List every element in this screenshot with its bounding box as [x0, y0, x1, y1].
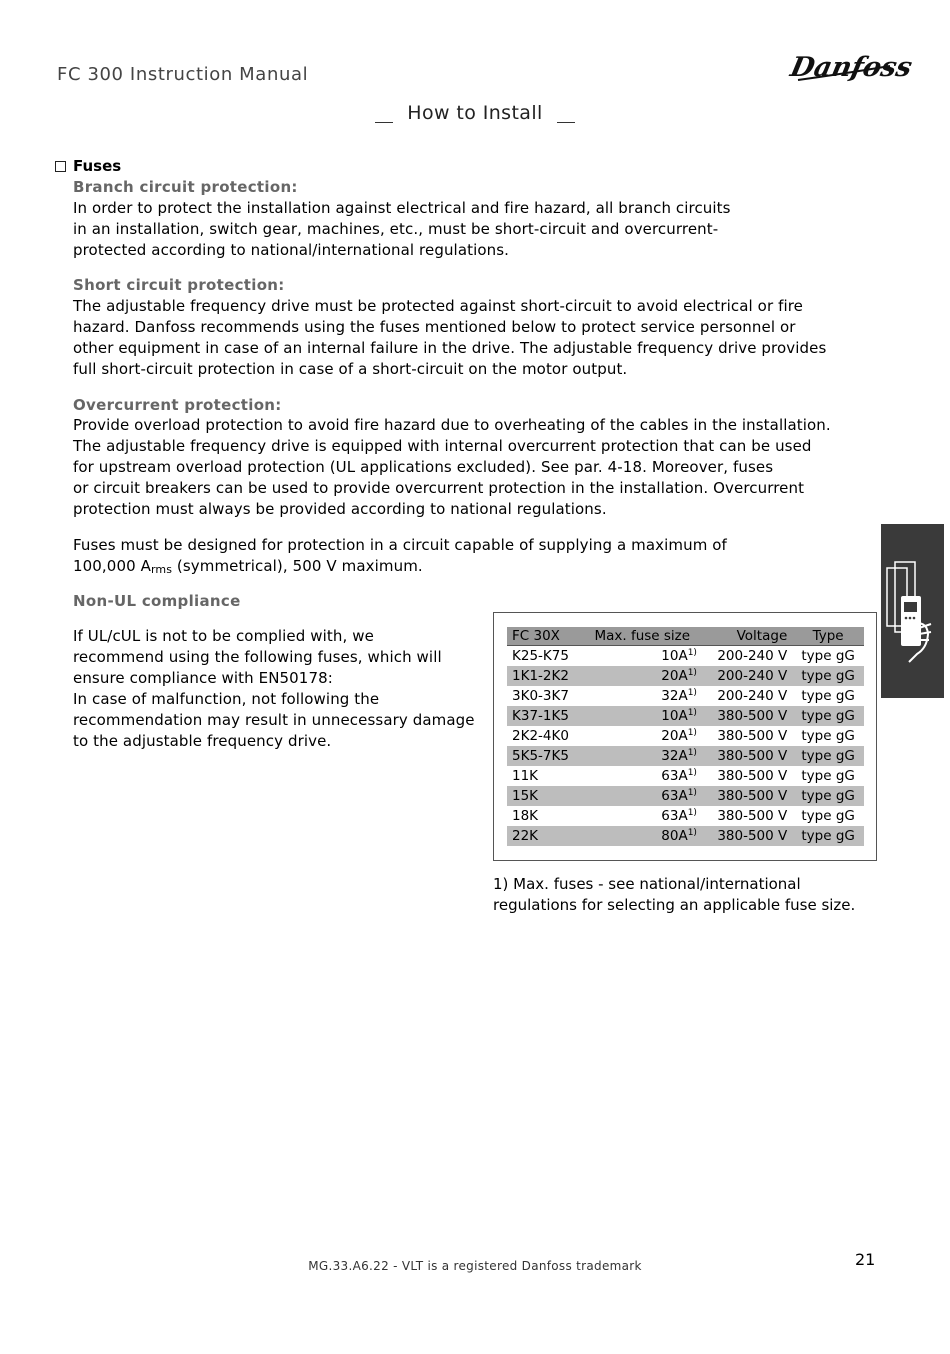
- table-row: [507, 666, 864, 686]
- cell-fuse: $32A^{1)}$: [661, 688, 697, 704]
- text-line: regulations for selecting an applicable fuse size.: [493, 896, 856, 914]
- cell-fuse: $20A^{1)}$: [661, 728, 697, 744]
- cell-fuse: $63A^{1)}$: [661, 768, 697, 784]
- text-line: In order to protect the installation against electrical and fire hazard, all branch circuits: [73, 199, 731, 217]
- table-row: [507, 686, 864, 706]
- text-line: In case of malfunction, not following the: [73, 690, 380, 709]
- cell-model: 11K: [512, 768, 539, 784]
- danfoss-logo: [787, 44, 915, 90]
- text-line: recommend using the following fuses, which will: [73, 648, 442, 667]
- cell-fuse: $63A^{1)}$: [661, 808, 697, 824]
- text-line: protected according to national/international regulations.: [73, 241, 510, 260]
- footnote-mark: 1): [687, 648, 697, 658]
- cell-model: 1K1-2K2: [507, 666, 583, 686]
- cell-model: 18K: [512, 808, 539, 824]
- text-line: full short-circuit protection in case of a short-circuit on the motor output.: [73, 360, 628, 379]
- svg-text:Danfoss: Danfoss: [787, 51, 915, 83]
- short-circuit-heading: Short circuit protection:: [73, 276, 285, 294]
- table-row: [507, 646, 864, 667]
- cell-type: type gG: [801, 688, 855, 704]
- branch-paragraph: [73, 198, 731, 261]
- column-header: Type: [792, 627, 864, 646]
- footer-trademark: MG.33.A6.22 - VLT is a registered Danfoss trademark: [308, 1259, 642, 1273]
- text-line: If UL/cUL is not to be complied with, we: [73, 627, 374, 645]
- fuse-table-frame: [493, 612, 877, 861]
- cell-model: 15K: [507, 786, 583, 806]
- cell-fuse: $10A^{1)}$: [661, 648, 697, 664]
- table-row: [507, 786, 864, 806]
- text-line: The adjustable frequency drive is equipped with internal overcurrent protection that can be used: [73, 437, 812, 456]
- text-line: other equipment in case of an internal failure in the drive. The adjustable frequency drive provides: [73, 339, 827, 358]
- chapter-tab-marker: [881, 524, 944, 698]
- cell-fuse: $20A^{1)}$: [583, 666, 702, 686]
- text-line: or circuit breakers can be used to provide overcurrent protection in the installation. Overcurrent: [73, 479, 805, 498]
- table-row: [507, 746, 864, 766]
- column-header: Max. fuse size: [583, 627, 702, 646]
- overcurrent-paragraph: [73, 415, 831, 520]
- cell-model: 5K5-7K5: [507, 746, 583, 766]
- cell-fuse: $63A^{1)}$: [583, 786, 702, 806]
- cell-type: type gG: [792, 826, 864, 846]
- footnote-mark: 1): [687, 668, 697, 678]
- text-line: protection must always be provided according to national regulations.: [73, 500, 607, 519]
- cell-type: type gG: [801, 768, 855, 784]
- cell-voltage: 200-240 V: [717, 688, 788, 704]
- cell-voltage: 380-500 V: [702, 786, 792, 806]
- short-circuit-paragraph: [73, 296, 826, 380]
- cell-model: K37-1K5: [507, 706, 583, 726]
- table-row: [507, 706, 864, 726]
- column-header: FC 30X: [507, 627, 583, 646]
- checkbox-square-icon: [55, 161, 66, 172]
- text-line: hazard. Danfoss recommends using the fuses mentioned below to protect service personnel or: [73, 318, 796, 337]
- text-line: Fuses must be designed for protection in a circuit capable of supplying a maximum of: [73, 536, 727, 554]
- cell-type: type gG: [792, 746, 864, 766]
- cell-type: type gG: [792, 786, 864, 806]
- branch-heading: Branch circuit protection:: [73, 178, 298, 196]
- cell-type: type gG: [801, 808, 855, 824]
- cell-type: type gG: [792, 706, 864, 726]
- cell-type: type gG: [801, 648, 855, 664]
- overcurrent-heading: Overcurrent protection:: [73, 396, 282, 414]
- footnote-mark: 1): [687, 708, 697, 718]
- cell-model: 22K: [507, 826, 583, 846]
- text-line: ensure compliance with EN50178:: [73, 669, 333, 688]
- text-line: to the adjustable frequency drive.: [73, 732, 332, 751]
- cell-model: 2K2-4K0: [512, 728, 569, 744]
- cell-model: 3K0-3K7: [512, 688, 569, 704]
- cell-model: K25-K75: [512, 648, 569, 664]
- fuses-heading: Fuses: [73, 157, 122, 175]
- footnote-mark: 1): [687, 728, 697, 738]
- text-line: for upstream overload protection (UL applications excluded). See par. 4-18. Moreover, fuses: [73, 458, 774, 477]
- footnote-mark: 1): [687, 808, 697, 818]
- hand-holding-control-panel-icon: [881, 524, 944, 698]
- fuse-table: [507, 627, 864, 846]
- cell-fuse: $10A^{1)}$: [583, 706, 702, 726]
- cell-voltage: 380-500 V: [717, 808, 788, 824]
- section-title: How to Install: [0, 102, 950, 124]
- footnote-mark: 1): [687, 748, 697, 758]
- cell-voltage: 200-240 V: [702, 666, 792, 686]
- non-ul-heading: Non-UL compliance: [73, 592, 241, 610]
- table-header-row: [507, 627, 864, 646]
- text-line: in an installation, switch gear, machines, etc., must be short-circuit and overcurrent-: [73, 220, 719, 239]
- cell-voltage: 380-500 V: [717, 728, 788, 744]
- table-row: [507, 806, 864, 826]
- cell-voltage: 380-500 V: [702, 706, 792, 726]
- text-line: 100,000 Arms (symmetrical), 500 V maximum.: [73, 557, 423, 577]
- manual-title: FC 300 Instruction Manual: [57, 64, 309, 85]
- text-line: recommendation may result in unnecessary damage: [73, 711, 475, 730]
- table-footnote: [493, 874, 873, 916]
- footnote-mark: 1): [687, 768, 697, 778]
- cell-type: type gG: [801, 728, 855, 744]
- cell-voltage: 380-500 V: [702, 746, 792, 766]
- page-number: 21: [855, 1250, 876, 1269]
- cell-fuse: $32A^{1)}$: [583, 746, 702, 766]
- text-line: 1) Max. fuses - see national/international: [493, 875, 801, 893]
- table-row: [507, 726, 864, 746]
- cell-fuse: $80A^{1)}$: [583, 826, 702, 846]
- cell-type: type gG: [792, 666, 864, 686]
- footnote-mark: 1): [687, 788, 697, 798]
- table-row: [507, 766, 864, 786]
- fuse-design-paragraph: [73, 535, 727, 580]
- table-row: [507, 826, 864, 846]
- text-line: Provide overload protection to avoid fire hazard due to overheating of the cables in the installation.: [73, 416, 831, 434]
- cell-voltage: 380-500 V: [717, 768, 788, 784]
- non-ul-paragraph: [73, 626, 475, 753]
- footnote-mark: 1): [687, 688, 697, 698]
- cell-voltage: 200-240 V: [717, 648, 788, 664]
- text-line: The adjustable frequency drive must be protected against short-circuit to avoid electrical or fire: [73, 297, 803, 315]
- column-header: Voltage: [702, 627, 792, 646]
- cell-voltage: 380-500 V: [702, 826, 792, 846]
- footnote-mark: 1): [687, 828, 697, 838]
